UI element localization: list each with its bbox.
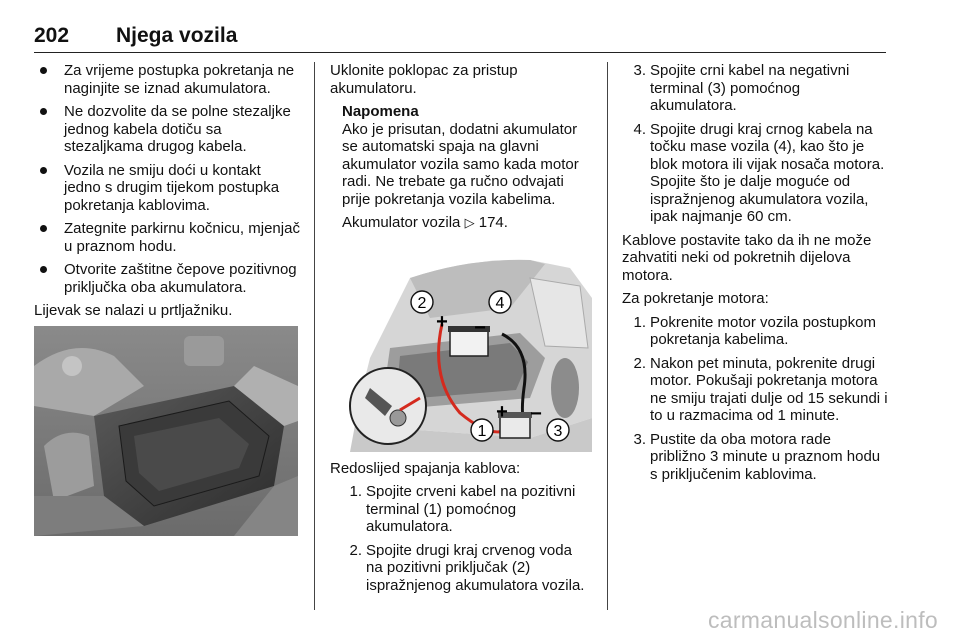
list-item: 3. Spojite crni kabel na negativni terminal (3) pomoćnog akumulatora. xyxy=(633,62,850,114)
funnel-location-text: Lijevak se nalazi u prtljažniku. xyxy=(34,302,233,319)
warning-bullet-list xyxy=(34,62,300,296)
list-item: 1. Spojite crveni kabel na pozitivni terminal (1) pomoćnog akumulatora. xyxy=(349,483,576,535)
bullet-icon xyxy=(40,67,47,74)
intro-text: Uklonite poklopac za pristup akumulatoru. xyxy=(330,62,518,97)
note-box xyxy=(330,103,592,232)
column-divider-1 xyxy=(314,62,315,610)
list-item: Za vrijeme postupka pokretanja ne naginjite se iznad akumulatora. xyxy=(34,62,300,97)
connection-steps-list-continued xyxy=(622,62,888,226)
plus-sign-car: + xyxy=(436,310,448,333)
battery-cover-photo xyxy=(34,326,300,536)
watermark: carmanualsonline.info xyxy=(707,607,938,633)
bullet-icon xyxy=(40,225,47,232)
bullet-icon xyxy=(40,167,47,174)
minus-sign-donor: − xyxy=(530,402,542,425)
bullet-icon xyxy=(40,108,47,115)
column-3 xyxy=(622,62,888,489)
note-text: Ako je prisutan, dodatni akumulator se automatski spaja na glavni akumulator vozila samo kada motor radi. Ne trebate ga ručno odvajati prije pokretanja vozila kabelima. xyxy=(342,120,579,208)
engine-start-title: Za pokretanje motora: xyxy=(622,290,769,307)
jump-start-diagram xyxy=(330,238,592,452)
column-1 xyxy=(34,62,300,536)
reference-page: 174. xyxy=(478,214,508,231)
plus-sign-donor: + xyxy=(496,400,508,423)
list-item: Zategnite parkirnu kočnicu, mjenjač u praznom hodu. xyxy=(34,220,300,255)
list-item: 2. Nakon pet minuta, pokrenite drugi motor. Pokušaji pokretanja motora ne smiju trajati dulje od 15 sekundi i to u razmacima od 1 minute. xyxy=(633,354,888,424)
label-3: 3 xyxy=(553,422,563,440)
list-item: 1. Pokrenite motor vozila postupkom pokretanja kabelima. xyxy=(633,313,876,348)
list-item: Otvorite zaštitne čepove pozitivnog priključka oba akumulatora. xyxy=(34,261,300,296)
minus-sign-car: − xyxy=(474,316,486,339)
chapter-title: Njega vozila xyxy=(116,24,238,47)
reference[interactable] xyxy=(342,214,592,232)
list-item: Ne dozvolite da se polne stezaljke jednog kabela dotiču sa stezaljkama drugog kabela. xyxy=(34,103,300,156)
engine-start-steps-list xyxy=(622,314,888,484)
cable-placement-text: Kablove postavite tako da ih ne može zahvatiti neki od pokretnih dijelova motora. xyxy=(622,231,872,284)
label-4: 4 xyxy=(495,294,505,312)
page-header xyxy=(34,22,886,53)
sequence-title: Redoslijed spajanja kablova: xyxy=(330,459,521,477)
note-title: Napomena xyxy=(342,103,419,120)
list-item: 2. Spojite drugi kraj crvenog voda na pozitivni priključak (2) ispražnjenog akumulatora vozila. xyxy=(349,541,585,594)
label-1: 1 xyxy=(477,422,487,440)
label-2: 2 xyxy=(417,294,427,312)
page-reference-icon: ▷ xyxy=(464,215,475,230)
list-item: 3. Pustite da oba motora rade približno 3 minute u praznom hodu s priključenim kablovima. xyxy=(633,430,881,483)
list-item: 4. Spojite drugi kraj crnog kabela na točku mase vozila (4), kao što je blok motora ili vijak nosača motora. Spojite što je dalje moguće od ispražnjenog akumulatora vozila, ipak najmanje 60 cm. xyxy=(633,120,885,225)
column-divider-2 xyxy=(607,62,608,610)
connection-steps-list xyxy=(330,483,592,594)
page-number: 202 xyxy=(34,24,70,47)
reference-text: Akumulator vozila xyxy=(342,214,461,231)
column-2 xyxy=(330,62,592,600)
list-item: Vozila ne smiju doći u kontakt jedno s drugim tijekom postupka pokretanja kablovima. xyxy=(34,162,300,215)
bullet-icon xyxy=(40,266,47,273)
